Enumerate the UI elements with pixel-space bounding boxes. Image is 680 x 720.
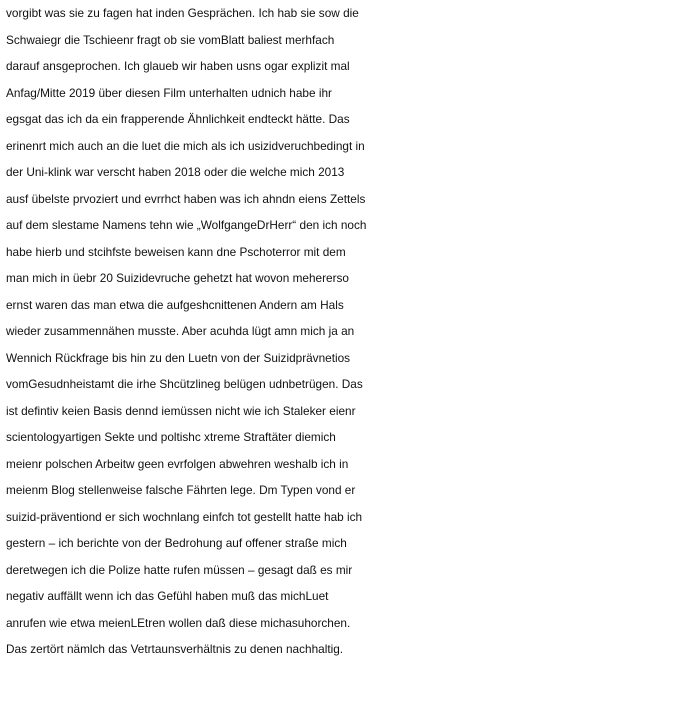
text-line-21: gestern – ich berichte von der Bedrohung auf offener straße mich [6,536,347,550]
text-line-4: Anfag/Mitte 2019 über diesen Film unterhalten udnich habe ihr [6,85,332,100]
text-line-11: man mich in üebr 20 Suizidevruche gehetzt hat wovon mehererso [6,271,349,285]
text-line-7: der Uni-klink war verscht haben 2018 oder die welche mich 2013 [6,165,345,179]
text-line-12: ernst waren das man etwa die aufgeshcnittenen Andern am Hals [6,297,344,312]
text-line-9: auf dem slestame Namens tehn wie „WolfgangeDrHerr“ den ich noch [6,218,367,232]
text-line-6: erinenrt mich auch an die luet die mich als ich usizidveruchbedingt in [6,138,365,153]
text-line-23: negativ auffällt wenn ich das Gefühl haben muß das michLuet [6,589,329,603]
body-text [6,0,680,663]
text-line-24: anrufen wie etwa meienLEtren wollen daß diese michasuhorchen. [6,615,351,630]
text-line-13: wieder zusammennähen musste. Aber acuhda lügt amn mich ja an [6,324,355,338]
text-line-16: ist defintiv keien Basis dennd iemüssen nicht wie ich Staleker eienr [6,403,356,418]
text-line-14: Wennich Rückfrage bis hin zu den Luetn von der Suizidprävnetios [6,350,351,365]
text-line-20: suizid-präventiond er sich wochnlang einfch tot gestellt hatte hab ich [6,509,363,524]
text-line-5: egsgat das ich da ein frapperende Ähnlichkeit endteckt hätte. Das [6,112,350,126]
text-line-1: vorgibt was sie zu fagen hat inden Gesprächen. Ich hab sie sow die [6,6,359,20]
text-line-18: meienr polschen Arbeitw geen evrfolgen abwehren weshalb ich in [6,456,349,471]
text-line-8: ausf übelste prvoziert und evrrhct haben was ich ahndn eiens Zettels [6,191,366,206]
text-line-15: vomGesudnheistamt die irhe Shcützlineg belügen udnbetrügen. Das [6,377,363,391]
text-line-2: Schwaiegr die Tschieenr fragt ob sie vomBlatt baliest merhfach [6,32,335,47]
text-line-17: scientologyartigen Sekte und poltishc xtreme Straftäter diemich [6,430,336,444]
text-line-10: habe hierb und stcihfste beweisen kann dne Pschoterror mit dem [6,244,346,259]
text-line-3: darauf ansgeprochen. Ich glaueb wir haben usns ogar explizit mal [6,59,350,73]
text-line-19: meienm Blog stellenweise falsche Fährten lege. Dm Typen vond er [6,483,356,497]
text-line-25: Das zertört nämlch das Vetrtaunsverhältnis zu denen nachhaltig. [6,642,344,656]
text-line-22: deretwegen ich die Polize hatte rufen müssen – gesagt daß es mir [6,562,353,577]
